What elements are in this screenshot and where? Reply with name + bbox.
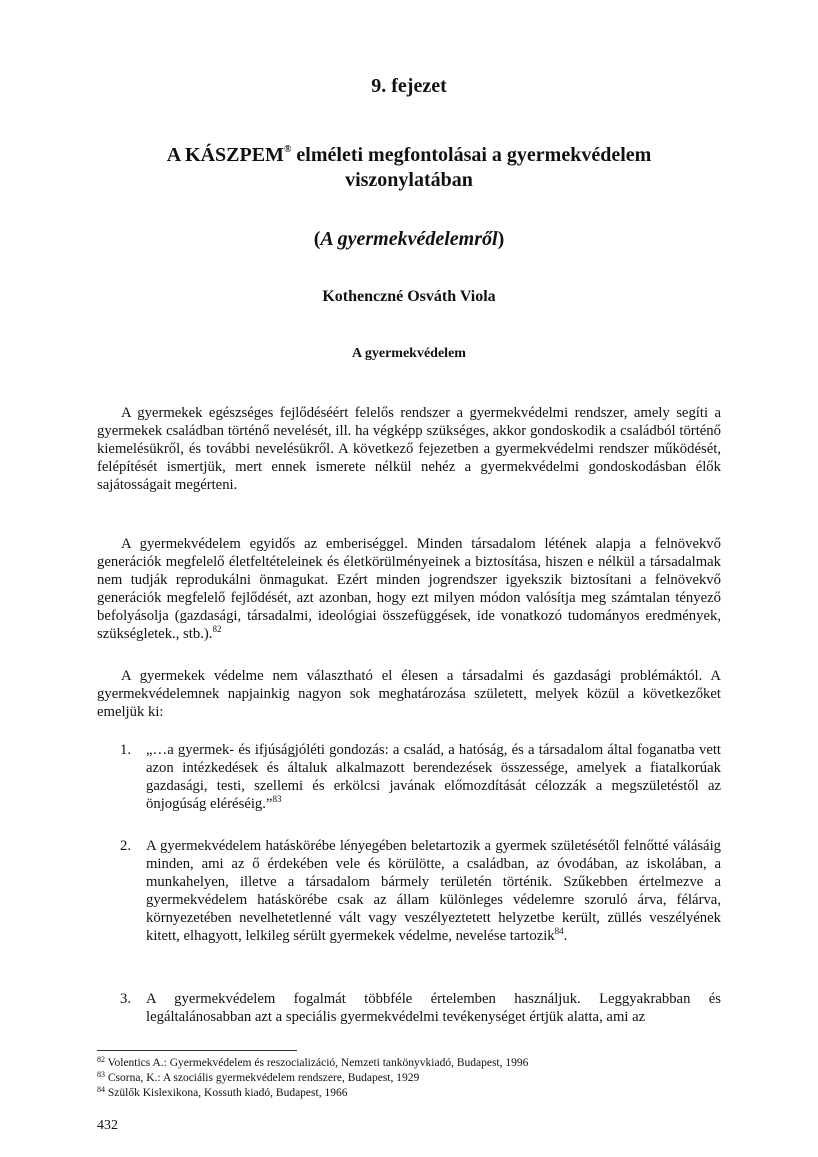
paragraph-3: A gyermekek védelme nem választható el élesen a társadalmi és gazdasági problémáktól. A gyermekvédelemnek napjainkig nagyon sok meghatározása született, melyek közül a következőket emeljük ki: bbox=[97, 668, 721, 720]
section-heading: A gyermekvédelem bbox=[352, 346, 466, 361]
footnote-text-83: Csorna, K.: A szociális gyermekvédelem rendszere, Budapest, 1929 bbox=[107, 1072, 420, 1084]
footnote-mark-83: 83 bbox=[97, 1070, 105, 1079]
footnote-ref-84: 84 bbox=[554, 926, 564, 936]
list-item-2 bbox=[120, 837, 721, 945]
title-rest: elméleti megfontolásai a gyermekvédelem viszonylatában bbox=[291, 144, 652, 191]
subtitle-open-paren: ( bbox=[313, 228, 321, 250]
registered-mark: ® bbox=[283, 144, 292, 155]
footnote-ref-83: 83 bbox=[272, 794, 282, 804]
page-number: 432 bbox=[97, 1118, 118, 1133]
list-item-3 bbox=[120, 990, 721, 1026]
list-number-1: 1. bbox=[120, 742, 132, 758]
paragraph-2 bbox=[97, 535, 721, 643]
footnote-83 bbox=[97, 1071, 721, 1086]
footnote-82 bbox=[97, 1056, 721, 1071]
list-text-1 bbox=[146, 741, 721, 813]
footnote-mark-84: 84 bbox=[97, 1085, 105, 1094]
subtitle-close-paren: ) bbox=[497, 228, 505, 250]
chapter-heading: 9. fejezet bbox=[371, 75, 447, 97]
paragraph-2-text: A gyermekvédelem egyidős az emberiséggel. Minden társadalom létének alapja a felnövekvő generációk megfelelő életfeltételeinek és életkörülményeinek a biztosítása, hiszen e nélkül a társadalmak nem tudják reprodukálni önmagukat. Ezért minden jogrendszer igyekszik biztosítani a felnövekvő generációk megfelelő fejlődését, azt azonban, hogy ezt milyen módon valósítja meg számtalan tényező befolyásolja (gazdasági, társadalmi, ideológiai összefüggések, ide vonatkozó tudományos eredmények, szükségletek., stb.). bbox=[97, 536, 721, 642]
title-main: A KÁSZPEM bbox=[166, 144, 284, 166]
list-text-2-body: A gyermekvédelem hatáskörébe lényegében beletartozik a gyermek születésétől felnőtté válásáig minden, ami az ő érdekében vele és körülötte, a családban, az óvodában, az iskolában, a munkahelyen, illetve a társadalom bármely területén történik. Szűkebben értelmezve a gyermekvédelem hatáskörébe csak az állam különleges védelemre szoruló árva, félárva, környezetében nevelhetetlenné vált vagy veszélyeztetett helyzetbe került, züllés veszélyének kitett, elhagyott, lelkileg sérült gyermekek védelme, nevelése tartozik bbox=[146, 838, 721, 944]
footnote-separator bbox=[97, 1050, 297, 1051]
list-text-2-end: . bbox=[563, 928, 568, 944]
chapter-subtitle bbox=[0, 228, 818, 251]
footnotes bbox=[97, 1056, 721, 1101]
list-text-3: A gyermekvédelem fogalmát többféle értelemben használjuk. Leggyakrabban és legáltalánosabban azt a speciális gyermekvédelmi tevékenységet értjük alatta, ami az bbox=[146, 991, 721, 1025]
chapter-title bbox=[120, 143, 698, 193]
footnote-text-82: Volentics A.: Gyermekvédelem és reszocializáció, Nemzeti tankönyvkiadó, Budapest, 1996 bbox=[107, 1057, 529, 1069]
footnote-mark-82: 82 bbox=[97, 1055, 105, 1064]
list-text-2 bbox=[146, 837, 721, 945]
footnote-text-84: Szülők Kislexikona, Kossuth kiadó, Budapest, 1966 bbox=[107, 1087, 348, 1099]
footnote-ref-82: 82 bbox=[212, 624, 222, 634]
footnote-84 bbox=[97, 1086, 721, 1101]
list-number-3: 3. bbox=[120, 991, 132, 1007]
list-item-1 bbox=[120, 741, 721, 813]
subtitle-text: A gyermekvédelemről bbox=[320, 228, 498, 250]
paragraph-1: A gyermekek egészséges fejlődéséért felelős rendszer a gyermekvédelmi rendszer, amely segíti a gyermekek családban történő nevelését, ill. ha végképp szükséges, akkor gondoskodik a családból történő kiemelésükről, és további nevelésükről. A következő fejezetben a gyermekvédelmi rendszer működését, felépítését ismertjük, mert ennek ismerete nélkül nehéz a gyermekvédelmi gondoskodásban élők sajátosságait megérteni. bbox=[97, 405, 721, 493]
list-text-1-body: „…a gyermek- és ifjúságjóléti gondozás: a család, a hatóság, és a társadalom által foganatba vett azon intézkedések és általuk alkalmazott berendezések összessége, amelyek a fiatalkorúak gazdasági, testi, szellemi és erkölcsi javának előmozdítását célozzák a megszületéstől az önjogúság eléréséig.” bbox=[146, 742, 721, 812]
author-name: Kothenczné Osváth Viola bbox=[322, 288, 496, 305]
list-number-2: 2. bbox=[120, 838, 132, 854]
